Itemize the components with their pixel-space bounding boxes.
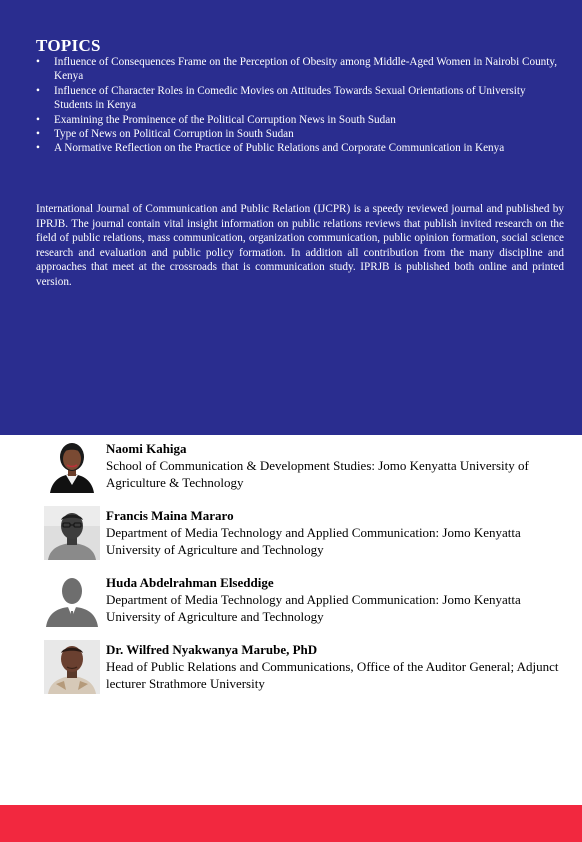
journal-description: International Journal of Communication and Public Relation (IJCPR) is a speedy reviewed journal and published by IPRJB. The journal contain vital insight information on public relations reviews that publish invited research on the field of public relations, mass communication, organization communication, public opinion formation, social science research and evaluation and public policy formation. In addition all contribution from the many discipline and approaches that meet at the crossroads that is communication study. IPRJB is published both online and printed version. — [36, 203, 564, 288]
author-card — [44, 638, 564, 705]
bullet-icon: • — [36, 128, 40, 141]
author-photo — [44, 439, 100, 493]
topic-item — [36, 141, 564, 155]
author-photo — [44, 640, 100, 694]
author-affiliation: Department of Media Technology and Applied Communication: Jomo Kenyatta University of Agriculture and Technology — [106, 525, 521, 557]
woman-portrait-icon — [44, 439, 100, 493]
author-affiliation: School of Communication & Development Studies: Jomo Kenyatta University of Agriculture & Technology — [106, 458, 529, 490]
author-affiliation: Department of Media Technology and Applied Communication: Jomo Kenyatta University of Agriculture and Technology — [106, 592, 521, 624]
author-affiliation: Head of Public Relations and Communications, Office of the Auditor General; Adjunct lecturer Strathmore University — [106, 659, 559, 691]
avatar-placeholder-icon — [44, 573, 100, 627]
author-name: Naomi Kahiga — [106, 441, 187, 456]
bullet-icon: • — [36, 84, 40, 97]
bullet-icon: • — [36, 142, 40, 155]
topic-text: Influence of Character Roles in Comedic Movies on Attitudes Towards Sexual Orientations of University Students in Kenya — [54, 84, 526, 112]
topic-text: Type of News on Political Corruption in South Sudan — [54, 128, 294, 141]
topics-heading: TOPICS — [36, 36, 101, 55]
topics-list — [36, 55, 564, 156]
topic-text: Influence of Consequences Frame on the Perception of Obesity among Middle-Aged Women in Nairobi County, Kenya — [54, 56, 558, 83]
topic-item — [36, 127, 564, 141]
topic-text: Examining the Prominence of the Political Corruption News in South Sudan — [54, 113, 396, 126]
topic-item — [36, 84, 564, 113]
author-card — [44, 504, 564, 571]
author-name: Francis Maina Mararo — [106, 508, 234, 523]
author-photo — [44, 506, 100, 560]
author-name: Huda Abdelrahman Elseddige — [106, 575, 274, 590]
topic-item — [36, 113, 564, 127]
author-list — [44, 437, 564, 705]
bullet-icon: • — [36, 56, 40, 68]
author-card — [44, 437, 564, 504]
topic-text: A Normative Reflection on the Practice of Public Relations and Corporate Communication in Kenya — [54, 142, 505, 155]
bullet-icon: • — [36, 113, 40, 126]
topic-item — [36, 55, 564, 84]
author-photo — [44, 573, 100, 627]
author-name: Dr. Wilfred Nyakwanya Marube, PhD — [106, 642, 318, 657]
man-portrait-icon — [44, 640, 100, 694]
author-card — [44, 571, 564, 638]
footer-bar — [0, 805, 582, 842]
man-portrait-icon — [44, 506, 100, 560]
